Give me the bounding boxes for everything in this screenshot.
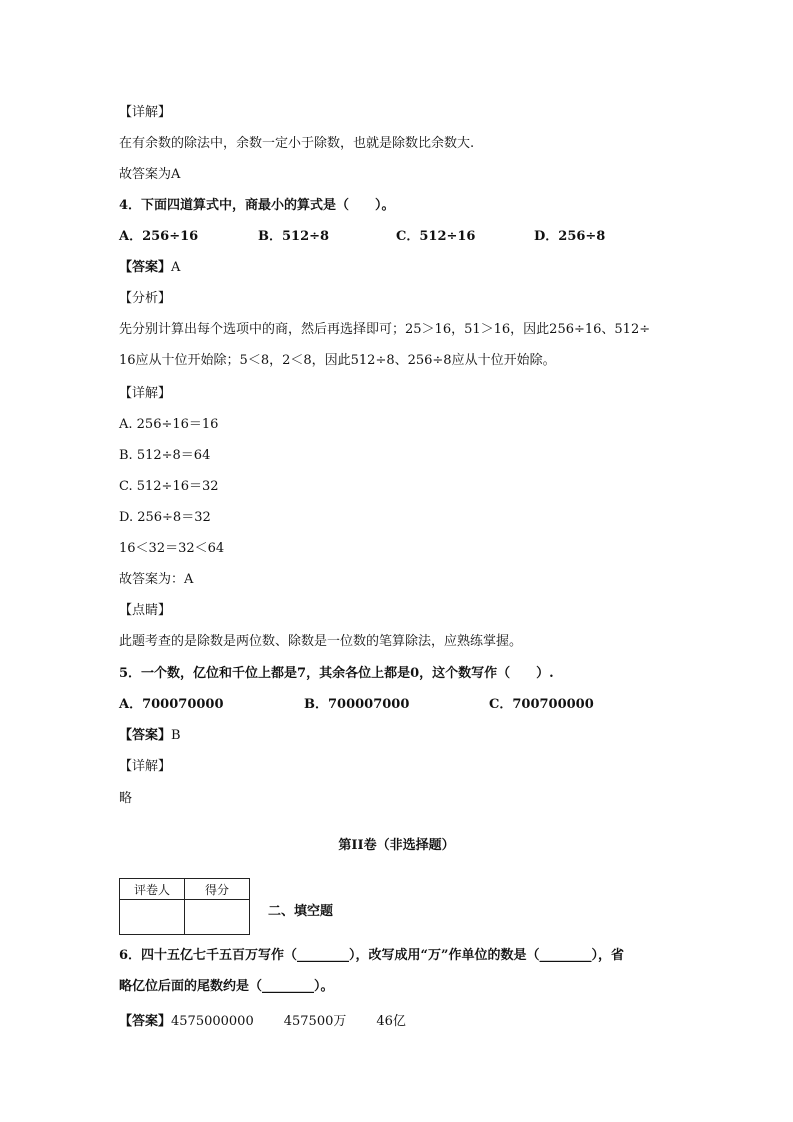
q4-step-c: C. 512÷16＝32 [119, 479, 219, 494]
question-4-stem: 4．下面四道算式中，商最小的算式是（ ）。 [119, 198, 395, 213]
question-6-stem-line-1: 6．四十五亿七千五百万写作（________），改写成用“万”作单位的数是（________），省 [119, 948, 625, 963]
answer-value-2: 457500万 [283, 1014, 347, 1029]
q5-option-a: A．700070000 [119, 697, 224, 712]
question-5-stem: 5．一个数，亿位和千位上都是7，其余各位上都是0，这个数写作（ ）. [119, 666, 554, 681]
question-6-stem-line-2: 略亿位后面的尾数约是（________）。 [119, 979, 334, 994]
score-header: 得分 [185, 879, 250, 900]
q4-detail-label: 【详解】 [119, 386, 172, 401]
section-title: 第II卷（非选择题） [338, 838, 455, 853]
answer-value: B [171, 728, 181, 743]
answer-value: A [171, 260, 181, 275]
q5-detail-label: 【详解】 [119, 759, 172, 774]
q4-step-a: A. 256÷16＝16 [119, 417, 219, 432]
q4-option-d: D．256÷8 [534, 229, 606, 244]
q4-option-b: B．512÷8 [258, 229, 330, 244]
grader-header: 评卷人 [120, 879, 185, 900]
detail-text: 在有余数的除法中，余数一定小于除数，也就是除数比余数大. [119, 136, 475, 151]
score-table [119, 878, 250, 935]
q4-analysis-line-1: 先分别计算出每个选项中的商，然后再选择即可；25＞16，51＞16，因此256÷16、512÷ [119, 322, 651, 337]
conclusion-text: 故答案为A [119, 167, 181, 182]
q5-detail-text: 略 [119, 791, 133, 806]
q4-conclusion: 故答案为：A [119, 572, 194, 587]
q4-compare: 16＜32＝32＜64 [119, 541, 225, 556]
q4-option-c: C．512÷16 [396, 229, 476, 244]
q4-analysis-label: 【分析】 [119, 291, 172, 306]
answer-value-1: 4575000000 [171, 1014, 254, 1029]
q5-option-b: B．700007000 [304, 697, 410, 712]
q4-analysis-line-2: 16应从十位开始除；5＜8，2＜8，因此512÷8、256÷8应从十位开始除。 [119, 353, 556, 368]
answer-label: 【答案】 [119, 260, 172, 275]
answer-label: 【答案】 [119, 728, 172, 743]
q4-option-a: A．256÷16 [119, 229, 199, 244]
q4-step-d: D. 256÷8＝32 [119, 510, 211, 525]
grader-cell [120, 900, 185, 935]
q5-answer [119, 727, 181, 745]
q5-option-c: C．700700000 [489, 697, 594, 712]
part-title: 二、填空题 [268, 904, 334, 919]
q4-point-text: 此题考查的是除数是两位数、除数是一位数的笔算除法，应熟练掌握。 [119, 634, 523, 649]
q4-answer [119, 259, 180, 277]
q4-step-b: B. 512÷8＝64 [119, 448, 211, 463]
detail-label: 【详解】 [119, 105, 172, 120]
q4-point-label: 【点睛】 [119, 603, 172, 618]
answer-label: 【答案】 [119, 1014, 172, 1029]
score-cell [185, 900, 250, 935]
q6-answer [119, 1013, 406, 1031]
answer-value-3: 46亿 [376, 1014, 406, 1029]
